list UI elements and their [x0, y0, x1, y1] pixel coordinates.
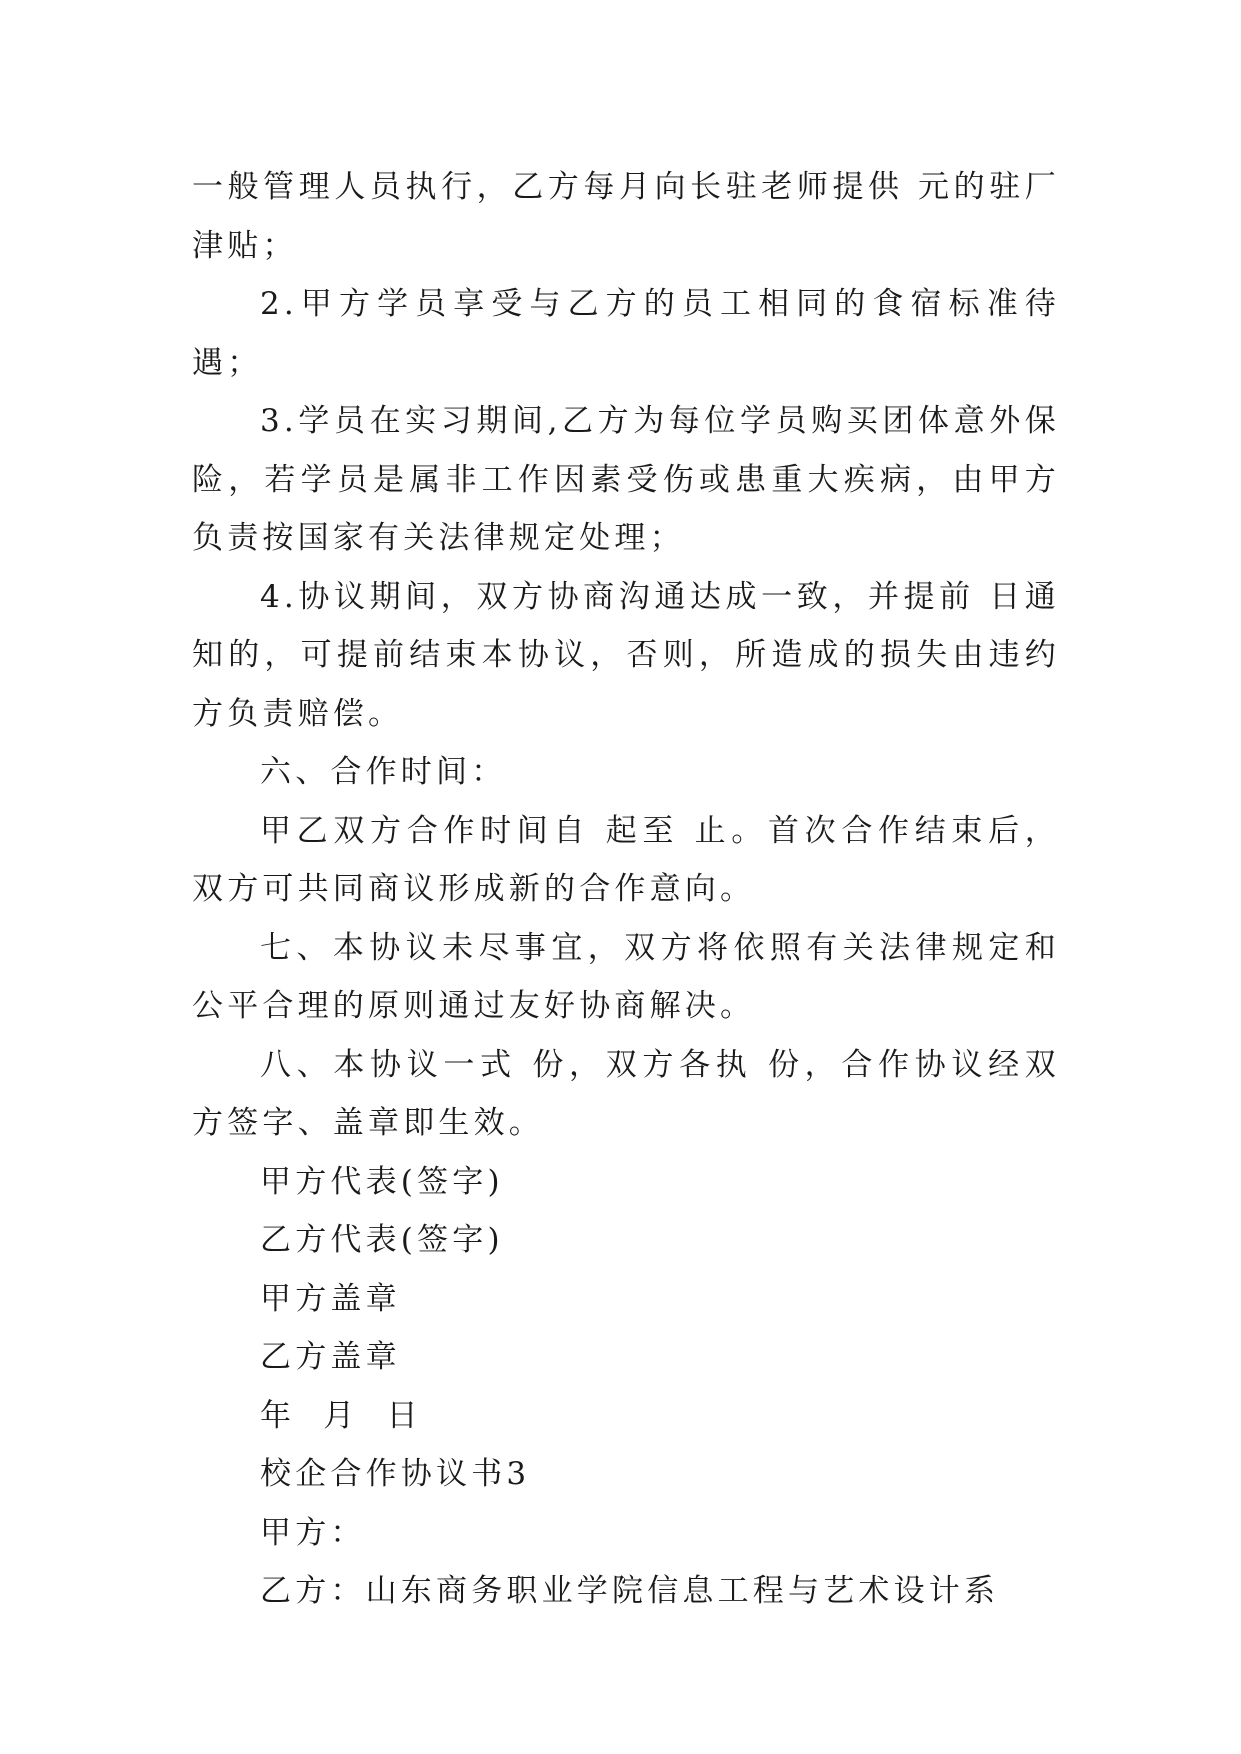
section-eight-copies: 八、本协议一式 份，双方各执 份，合作协议经双方签字、盖章即生效。 [192, 1046, 1060, 1141]
date-line: 年 月 日 [260, 1397, 422, 1434]
party-b-line: 乙方：山东商务职业学院信息工程与艺术设计系 [260, 1573, 1000, 1609]
paragraph-cooperation-period: 甲乙双方合作时间自 起至 止。首次合作结束后，双方可共同商议形成新的合作意向。 [192, 812, 1060, 907]
section-heading-cooperation-time: 六、合作时间： [260, 754, 507, 790]
paragraph-item-3-insurance: 3.学员在实习期间,乙方为每位学员购买团体意外保险，若学员是属非工作因素受伤或患重大疾病，由甲方负责按国家有关法律规定处理； [192, 403, 1060, 556]
paragraph-item-4-termination: 4.协议期间，双方协商沟通达成一致，并提前 日通知的，可提前结束本协议，否则，所造成的损失由违约方负责赔偿。 [192, 578, 1060, 732]
document-body [192, 158, 1060, 1621]
seal-party-a: 甲方盖章 [260, 1280, 401, 1317]
agreement-title-3: 校企合作协议书3 [260, 1456, 531, 1492]
signature-party-a-representative: 甲方代表(签字) [260, 1163, 504, 1200]
seal-party-b: 乙方盖章 [260, 1339, 401, 1375]
paragraph-allowance: 一般管理人员执行，乙方每月向长驻老师提供 元的驻厂津贴； [192, 169, 1060, 264]
signature-party-b-representative: 乙方代表(签字) [260, 1222, 504, 1258]
section-seven-unresolved-matters: 七、本协议未尽事宜，双方将依照有关法律规定和公平合理的原则通过友好协商解决。 [192, 929, 1060, 1024]
party-a-line: 甲方： [260, 1514, 366, 1551]
paragraph-item-2-meals: 2.甲方学员享受与乙方的员工相同的食宿标准待遇； [192, 286, 1060, 381]
